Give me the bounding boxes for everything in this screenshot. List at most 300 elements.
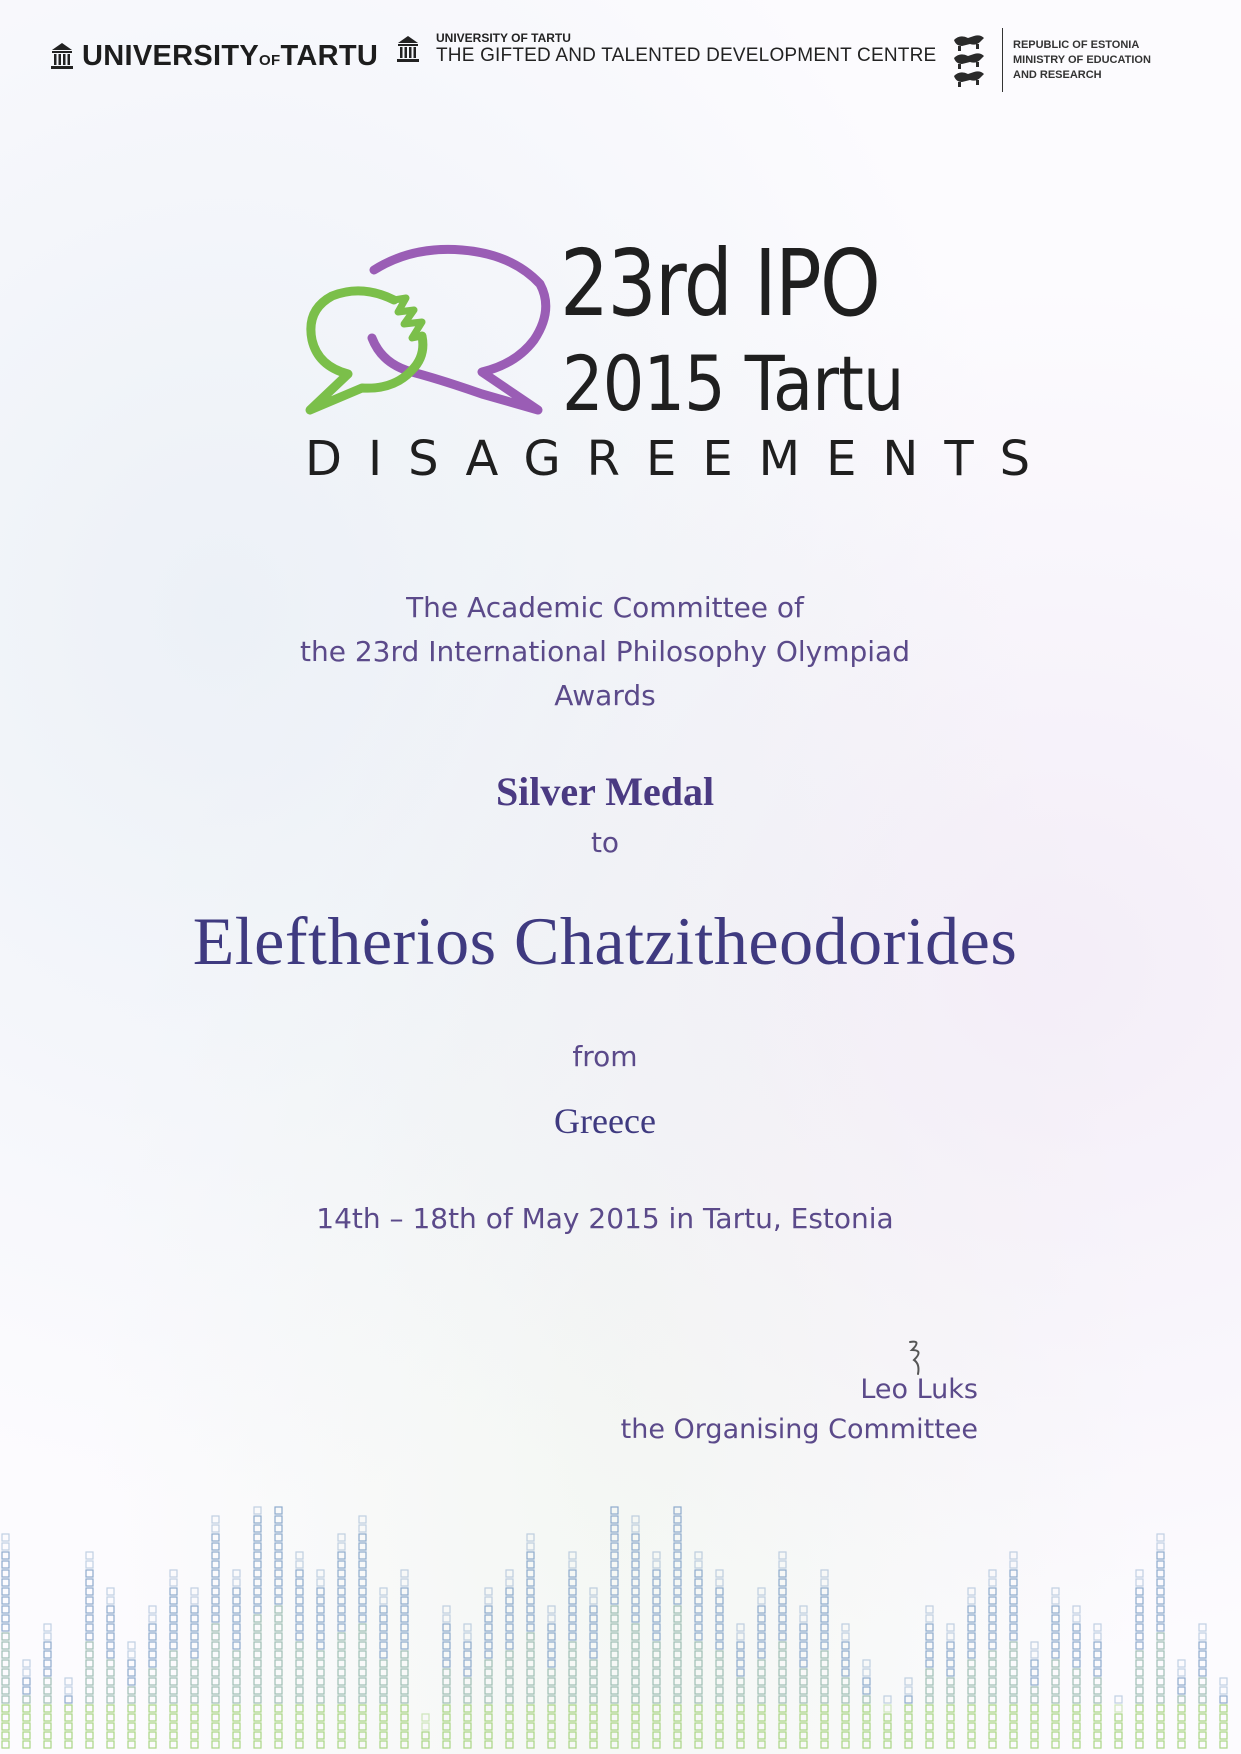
equalizer-cell [191,1588,198,1595]
equalizer-cell [947,1705,954,1712]
equalizer-cell [359,1642,366,1649]
equalizer-cell [1094,1687,1101,1694]
equalizer-cell [275,1588,282,1595]
equalizer-cell [401,1714,408,1721]
equalizer-cell [611,1543,618,1550]
equalizer-cell [779,1651,786,1658]
equalizer-cell [1199,1696,1206,1703]
equalizer-cell [1136,1579,1143,1586]
equalizer-cell [149,1651,156,1658]
equalizer-cell [1010,1660,1017,1667]
equalizer-cell [842,1669,849,1676]
equalizer-cell [926,1714,933,1721]
equalizer-cell [86,1696,93,1703]
equalizer-cell [758,1597,765,1604]
equalizer-cell [506,1588,513,1595]
equalizer-cell [170,1588,177,1595]
equalizer-cell [1010,1588,1017,1595]
equalizer-cell [149,1732,156,1739]
equalizer-cell [884,1732,891,1739]
equalizer-cell [107,1624,114,1631]
equalizer-cell [380,1651,387,1658]
equalizer-cell [758,1615,765,1622]
equalizer-cell [632,1696,639,1703]
equalizer-cell [86,1741,93,1748]
equalizer-cell [821,1705,828,1712]
equalizer-cell [1052,1714,1059,1721]
equalizer-cell [443,1732,450,1739]
equalizer-cell [275,1516,282,1523]
equalizer-cell [716,1687,723,1694]
equalizer-cell [1136,1633,1143,1640]
equalizer-cell [884,1705,891,1712]
equalizer-cell [1220,1723,1227,1730]
equalizer-cell [1094,1732,1101,1739]
equalizer-cell [653,1633,660,1640]
equalizer-cell [716,1669,723,1676]
equalizer-cell [296,1579,303,1586]
equalizer-cell [1010,1633,1017,1640]
equalizer-cell [317,1732,324,1739]
equalizer-cell [611,1714,618,1721]
equalizer-cell [149,1624,156,1631]
equalizer-cell [485,1687,492,1694]
equalizer-cell [569,1633,576,1640]
equalizer-cell [779,1552,786,1559]
speech-bubbles-logo-icon [302,240,552,426]
equalizer-cell [212,1534,219,1541]
equalizer-cell [653,1624,660,1631]
equalizer-cell [275,1507,282,1514]
equalizer-cell [485,1624,492,1631]
equalizer-cell [548,1651,555,1658]
equalizer-cell [569,1642,576,1649]
equalizer-cell [485,1633,492,1640]
equalizer-cell [233,1642,240,1649]
equalizer-cell [212,1597,219,1604]
equalizer-cell [863,1741,870,1748]
equalizer-cell [212,1525,219,1532]
equalizer-cell [44,1660,51,1667]
equalizer-cell [2,1651,9,1658]
equalizer-cell [590,1723,597,1730]
equalizer-cell [296,1705,303,1712]
equalizer-cell [2,1660,9,1667]
equalizer-cell [1178,1741,1185,1748]
equalizer-cell [989,1624,996,1631]
equalizer-cell [275,1624,282,1631]
equalizer-cell [842,1633,849,1640]
equalizer-cell [170,1714,177,1721]
equalizer-cell [779,1633,786,1640]
equalizer-cell [1073,1633,1080,1640]
equalizer-cell [359,1660,366,1667]
equalizer-cell [254,1651,261,1658]
equalizer-cell [758,1705,765,1712]
decorative-equalizer-pattern [0,1500,1241,1754]
equalizer-cell [1178,1678,1185,1685]
equalizer-cell [506,1687,513,1694]
equalizer-cell [674,1543,681,1550]
equalizer-cell [86,1579,93,1586]
equalizer-cell [401,1723,408,1730]
equalizer-cell [758,1660,765,1667]
equalizer-cell [1136,1687,1143,1694]
equalizer-cell [779,1624,786,1631]
equalizer-cell [401,1678,408,1685]
equalizer-cell [170,1723,177,1730]
equalizer-cell [968,1597,975,1604]
equalizer-cell [611,1732,618,1739]
university-name: UNIVERSITYOFTARTU [82,39,379,72]
equalizer-cell [674,1624,681,1631]
equalizer-cell [1199,1723,1206,1730]
equalizer-cell [1157,1534,1164,1541]
equalizer-cell [338,1552,345,1559]
equalizer-cell [1073,1642,1080,1649]
equalizer-cell [989,1651,996,1658]
equalizer-cell [548,1696,555,1703]
equalizer-cell [779,1732,786,1739]
equalizer-cell [1136,1696,1143,1703]
equalizer-cell [653,1741,660,1748]
equalizer-cell [674,1633,681,1640]
equalizer-cell [1031,1651,1038,1658]
equalizer-cell [296,1597,303,1604]
equalizer-cell [632,1741,639,1748]
equalizer-cell [842,1705,849,1712]
equalizer-cell [611,1687,618,1694]
equalizer-cell [926,1741,933,1748]
equalizer-cell [674,1534,681,1541]
equalizer-cell [1136,1588,1143,1595]
equalizer-cell [674,1606,681,1613]
equalizer-cell [1073,1606,1080,1613]
equalizer-cell [968,1642,975,1649]
equalizer-cell [401,1669,408,1676]
equalizer-cell [23,1732,30,1739]
equalizer-cell [653,1660,660,1667]
equalizer-cell [632,1516,639,1523]
equalizer-cell [233,1732,240,1739]
equalizer-cell [1073,1678,1080,1685]
equalizer-cell [1052,1696,1059,1703]
equalizer-cell [86,1552,93,1559]
equalizer-cell [191,1624,198,1631]
equalizer-cell [695,1561,702,1568]
equalizer-cell [926,1615,933,1622]
equalizer-cell [86,1678,93,1685]
three-lions-coat-of-arms-icon [950,32,990,88]
equalizer-cell [863,1687,870,1694]
equalizer-cell [989,1588,996,1595]
equalizer-cell [1073,1732,1080,1739]
equalizer-cell [527,1552,534,1559]
equalizer-cell [527,1597,534,1604]
university-building-icon [50,41,74,71]
equalizer-cell [2,1714,9,1721]
equalizer-cell [275,1561,282,1568]
equalizer-cell [653,1642,660,1649]
equalizer-cell [44,1705,51,1712]
equalizer-cell [1094,1705,1101,1712]
organising-committee: the Organising Committee [620,1414,978,1445]
equalizer-cell [716,1732,723,1739]
equalizer-cell [317,1723,324,1730]
equalizer-cell [779,1561,786,1568]
equalizer-cell [1136,1741,1143,1748]
equalizer-cell [779,1687,786,1694]
equalizer-cell [401,1633,408,1640]
equalizer-cell [149,1669,156,1676]
equalizer-cell [401,1588,408,1595]
equalizer-cell [716,1570,723,1577]
equalizer-cell [527,1606,534,1613]
equalizer-cell [527,1543,534,1550]
ministry-name [1013,38,1151,83]
equalizer-cell [23,1705,30,1712]
equalizer-cell [821,1570,828,1577]
equalizer-cell [443,1615,450,1622]
equalizer-cell [1094,1624,1101,1631]
equalizer-cell [989,1714,996,1721]
equalizer-cell [590,1651,597,1658]
equalizer-cell [842,1732,849,1739]
equalizer-cell [359,1543,366,1550]
university-building-icon [396,32,420,66]
equalizer-cell [401,1732,408,1739]
equalizer-cell [401,1606,408,1613]
equalizer-cell [2,1687,9,1694]
equalizer-cell [23,1660,30,1667]
equalizer-cell [422,1714,429,1721]
equalizer-cell [485,1705,492,1712]
equalizer-cell [1031,1660,1038,1667]
equalizer-cell [527,1705,534,1712]
equalizer-cell [233,1741,240,1748]
equalizer-cell [485,1696,492,1703]
equalizer-cell [254,1660,261,1667]
equalizer-cell [674,1516,681,1523]
equalizer-cell [989,1687,996,1694]
equalizer-cell [527,1741,534,1748]
equalizer-cell [695,1588,702,1595]
equalizer-cell [1094,1741,1101,1748]
equalizer-cell [44,1723,51,1730]
ministry-logo [950,28,1151,92]
equalizer-cell [338,1687,345,1694]
equalizer-cell [674,1696,681,1703]
equalizer-cell [170,1633,177,1640]
equalizer-cell [1010,1696,1017,1703]
equalizer-cell [254,1543,261,1550]
equalizer-cell [296,1660,303,1667]
equalizer-cell [1220,1705,1227,1712]
equalizer-cell [590,1660,597,1667]
equalizer-cell [968,1633,975,1640]
equalizer-cell [170,1741,177,1748]
equalizer-cell [968,1741,975,1748]
equalizer-cell [170,1696,177,1703]
equalizer-cell [275,1678,282,1685]
equalizer-cell [86,1597,93,1604]
equalizer-cell [107,1660,114,1667]
equalizer-cell [2,1534,9,1541]
equalizer-cell [716,1579,723,1586]
equalizer-cell [632,1669,639,1676]
equalizer-cell [821,1660,828,1667]
equalizer-cell [569,1660,576,1667]
equalizer-cell [212,1669,219,1676]
intro-line-3: Awards [554,679,656,712]
equalizer-cell [1052,1705,1059,1712]
ministry-line-3: AND RESEARCH [1013,68,1102,81]
equalizer-cell [317,1678,324,1685]
equalizer-cell [212,1543,219,1550]
equalizer-cell [548,1714,555,1721]
equalizer-cell [590,1588,597,1595]
equalizer-cell [947,1651,954,1658]
equalizer-cell [149,1714,156,1721]
equalizer-cell [695,1669,702,1676]
equalizer-cell [611,1615,618,1622]
equalizer-cell [86,1714,93,1721]
equalizer-cell [191,1642,198,1649]
equalizer-cell [653,1714,660,1721]
equalizer-cell [212,1633,219,1640]
equalizer-cell [989,1669,996,1676]
equalizer-cell [653,1687,660,1694]
equalizer-cell [296,1651,303,1658]
equalizer-cell [2,1705,9,1712]
equalizer-cell [506,1570,513,1577]
equalizer-cell [842,1642,849,1649]
equalizer-cell [800,1723,807,1730]
equalizer-cell [359,1696,366,1703]
equalizer-cell [716,1624,723,1631]
equalizer-cell [590,1678,597,1685]
equalizer-cell [527,1651,534,1658]
equalizer-cell [695,1696,702,1703]
equalizer-cell [317,1696,324,1703]
from-label: from [572,1040,638,1073]
equalizer-cell [107,1651,114,1658]
equalizer-cell [611,1579,618,1586]
equalizer-cell [1136,1570,1143,1577]
equalizer-cell [716,1642,723,1649]
equalizer-cell [548,1741,555,1748]
equalizer-cell [212,1588,219,1595]
equalizer-cell [296,1678,303,1685]
equalizer-cell [989,1678,996,1685]
equalizer-cell [1157,1588,1164,1595]
equalizer-cell [443,1741,450,1748]
equalizer-cell [1157,1552,1164,1559]
equalizer-cell [1010,1678,1017,1685]
equalizer-cell [128,1705,135,1712]
equalizer-cell [1157,1570,1164,1577]
equalizer-cell [674,1660,681,1667]
equalizer-cell [464,1642,471,1649]
equalizer-cell [485,1669,492,1676]
equalizer-cell [233,1651,240,1658]
equalizer-cell [1010,1669,1017,1676]
equalizer-cell [149,1705,156,1712]
equalizer-cell [338,1570,345,1577]
equalizer-cell [527,1579,534,1586]
equalizer-cell [653,1570,660,1577]
equalizer-cell [737,1732,744,1739]
event-title: 23rd IPO [560,230,880,337]
equalizer-cell [1010,1741,1017,1748]
equalizer-cell [170,1642,177,1649]
equalizer-cell [380,1696,387,1703]
equalizer-cell [632,1651,639,1658]
equalizer-cell [401,1579,408,1586]
equalizer-cell [506,1678,513,1685]
equalizer-cell [212,1741,219,1748]
equalizer-cell [1010,1606,1017,1613]
equalizer-cell [317,1660,324,1667]
equalizer-cell [905,1732,912,1739]
equalizer-cell [1052,1606,1059,1613]
equalizer-cell [170,1579,177,1586]
equalizer-cell [359,1669,366,1676]
equalizer-cell [107,1723,114,1730]
equalizer-cell [716,1723,723,1730]
award-intro [0,586,1210,718]
equalizer-cell [653,1606,660,1613]
equalizer-cell [737,1741,744,1748]
equalizer-cell [779,1696,786,1703]
equalizer-cell [884,1741,891,1748]
equalizer-cell [821,1588,828,1595]
equalizer-cell [632,1525,639,1532]
equalizer-cell [527,1732,534,1739]
equalizer-cell [863,1696,870,1703]
equalizer-cell [674,1705,681,1712]
equalizer-cell [989,1723,996,1730]
equalizer-cell [716,1696,723,1703]
equalizer-cell [254,1615,261,1622]
equalizer-cell [1199,1705,1206,1712]
equalizer-cell [464,1732,471,1739]
equalizer-cell [1073,1705,1080,1712]
equalizer-cell [758,1633,765,1640]
equalizer-cell [254,1678,261,1685]
equalizer-cell [338,1615,345,1622]
equalizer-cell [1199,1687,1206,1694]
equalizer-cell [779,1570,786,1577]
equalizer-cell [569,1705,576,1712]
equalizer-cell [611,1651,618,1658]
equalizer-cell [632,1732,639,1739]
equalizer-cell [338,1678,345,1685]
equalizer-cell [254,1633,261,1640]
equalizer-cell [947,1624,954,1631]
equalizer-cell [674,1642,681,1649]
equalizer-cell [716,1741,723,1748]
equalizer-cell [380,1615,387,1622]
equalizer-cell [1031,1705,1038,1712]
equalizer-cell [149,1678,156,1685]
equalizer-cell [632,1714,639,1721]
equalizer-cell [590,1597,597,1604]
equalizer-cell [254,1705,261,1712]
equalizer-cell [191,1723,198,1730]
equalizer-cell [1178,1669,1185,1676]
equalizer-cell [590,1696,597,1703]
